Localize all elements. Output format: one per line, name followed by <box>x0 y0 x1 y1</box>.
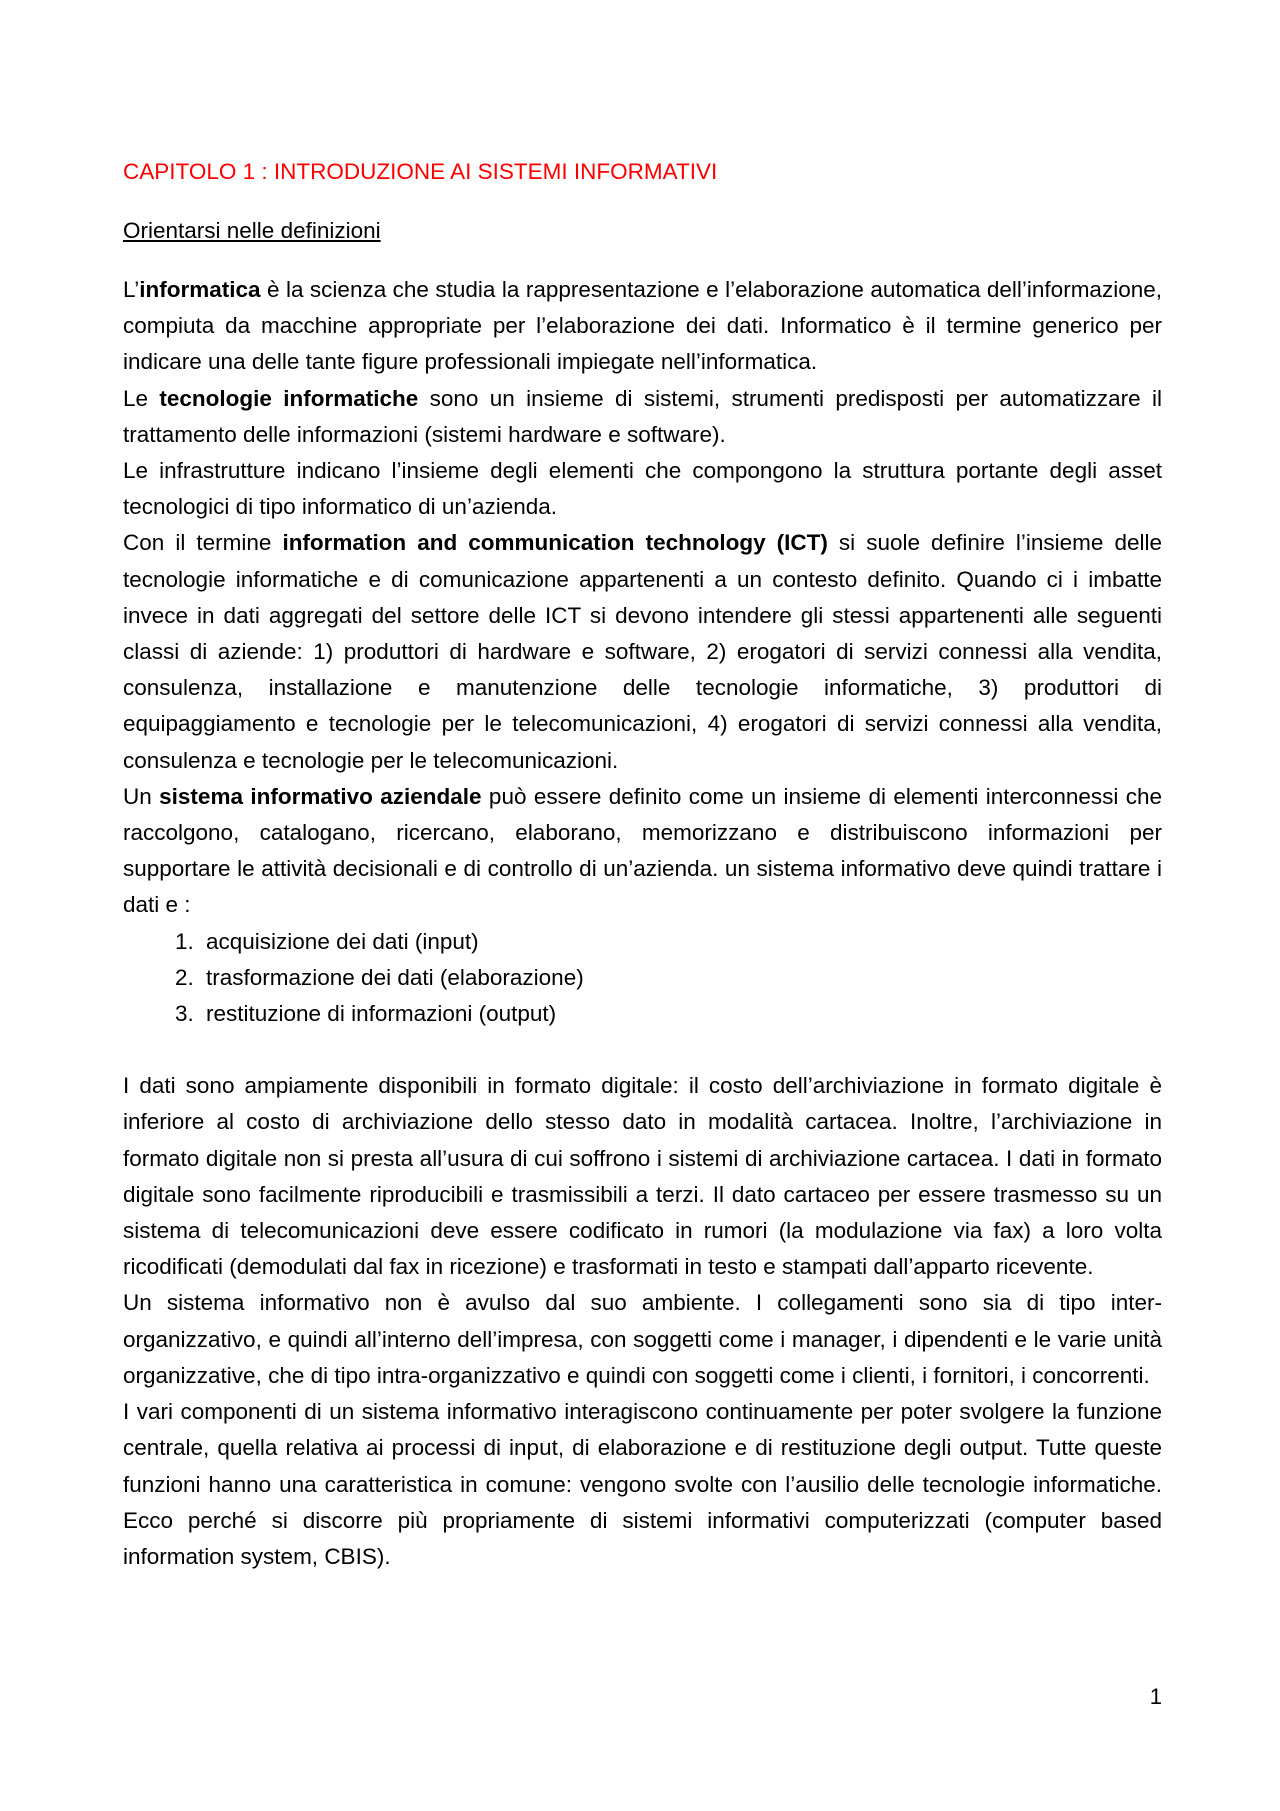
paragraph-infrastrutture: Le infrastrutture indicano l’insieme degli elementi che compongono la struttura portante degli asset tecnologici di tipo informatico di un’azienda. <box>123 458 1162 520</box>
list-item: 3. restituzione di informazioni (output) <box>200 996 1162 1032</box>
paragraph-text: Le <box>123 385 160 411</box>
paragraph-ambiente: Un sistema informativo non è avulso dal suo ambiente. I collegamenti sono sia di tipo inter-organizzativo, e quindi all’interno dell’impresa, con soggetti come i manager, i dipendenti e le varie unità organizzative, che di tipo intra-organizzativo e quindi con soggetti come i clienti, i fornitori, i concorrenti. <box>123 1290 1162 1388</box>
paragraph-text: Un <box>123 783 160 809</box>
chapter-title: CAPITOLO 1 : INTRODUZIONE AI SISTEMI INFORMATIVI <box>123 159 718 184</box>
paragraph-tecnologie <box>123 381 1162 453</box>
paragraph-ict <box>123 525 1162 778</box>
section-title: Orientarsi nelle definizioni <box>123 218 381 243</box>
numbered-list <box>123 924 1162 1033</box>
list-item: 1. acquisizione dei dati (input) <box>200 924 1162 960</box>
paragraph-text: si suole definire l’insieme delle tecnologie informatiche e di comunicazione appartenenti a un contesto definito. Quando ci i imbatte invece in dati aggregati del settore delle ICT si devono intendere gli stessi appartenenti alle seguenti classi di aziende: 1) produttori di hardware e software, 2) erogatori di servizi connessi alla vendita, consulenza, installazione e manutenzione delle tecnologie informatiche, 3) produttori di equipaggiamento e tecnologie per le telecomunicazioni, 4) erogatori di servizi connessi alla vendita, consulenza e tecnologie per le telecomunicazioni. <box>123 530 1163 773</box>
paragraph-text: può essere definito come un insieme di elementi interconnessi che raccolgono, catalogano, ricercano, elaborano, memorizzano e distribuiscono informazioni per supportare le attività decisionali e di controllo di un’azienda. un sistema informativo deve quindi trattare i dati e : <box>123 783 1163 918</box>
paragraph-dati-digitali: I dati sono ampiamente disponibili in formato digitale: il costo dell’archiviazione in formato digitale è inferiore al costo di archiviazione dello stesso dato in modalità cartacea. Inoltre, l’archiviazione in formato digitale non si presta all’usura di cui soffrono i sistemi di archiviazione cartacea. I dati in formato digitale sono facilmente riproducibili e trasmissibili a terzi. Il dato cartaceo per essere trasmesso su un sistema di telecomunicazioni deve essere codificato in rumori (la modulazione via fax) a loro volta ricodificati (demodulati dal fax in ricezione) e trasformati in testo e stampati dall’apparto ricevente. <box>123 1073 1162 1280</box>
paragraph-sistema-informativo <box>123 779 1162 924</box>
paragraph-text: sono un insieme di sistemi, strumenti predisposti per automatizzare il trattamento delle informazioni (sistemi hardware e software). <box>123 385 1162 447</box>
blank-line <box>123 1032 1162 1068</box>
page-number: 1 <box>1149 1684 1162 1709</box>
paragraph-informatica <box>123 272 1162 381</box>
paragraph-text: è la scienza che studia la rappresentazione e l’elaborazione automatica dell’informazione, compiuta da macchine appropriate per l’elaborazione dei dati. Informatico è il termine generico per indicare una delle tante figure professionali impiegate nell’informatica. <box>123 277 1162 375</box>
bold-term: informatica <box>139 277 261 302</box>
bold-term: sistema informativo aziendale <box>159 783 482 809</box>
bold-term: tecnologie informatiche <box>159 385 419 411</box>
paragraph-componenti: I vari componenti di un sistema informativo interagiscono continuamente per poter svolgere la funzione centrale, quella relativa ai processi di input, di elaborazione e di restituzione degli output. Tutte queste funzioni hanno una caratteristica in comune: vengono svolte con l’ausilio delle tecnologie informatiche. Ecco perché si discorre più propriamente di sistemi informativi computerizzati (computer based information system, CBIS). <box>123 1399 1162 1569</box>
paragraph-text: L’ <box>123 277 140 302</box>
bold-term: information and communication technology (ICT) <box>282 530 828 556</box>
list-item: 2. trasformazione dei dati (elaborazione) <box>200 960 1162 996</box>
page-content <box>123 154 1162 1575</box>
paragraph-text: Con il termine <box>123 530 283 556</box>
